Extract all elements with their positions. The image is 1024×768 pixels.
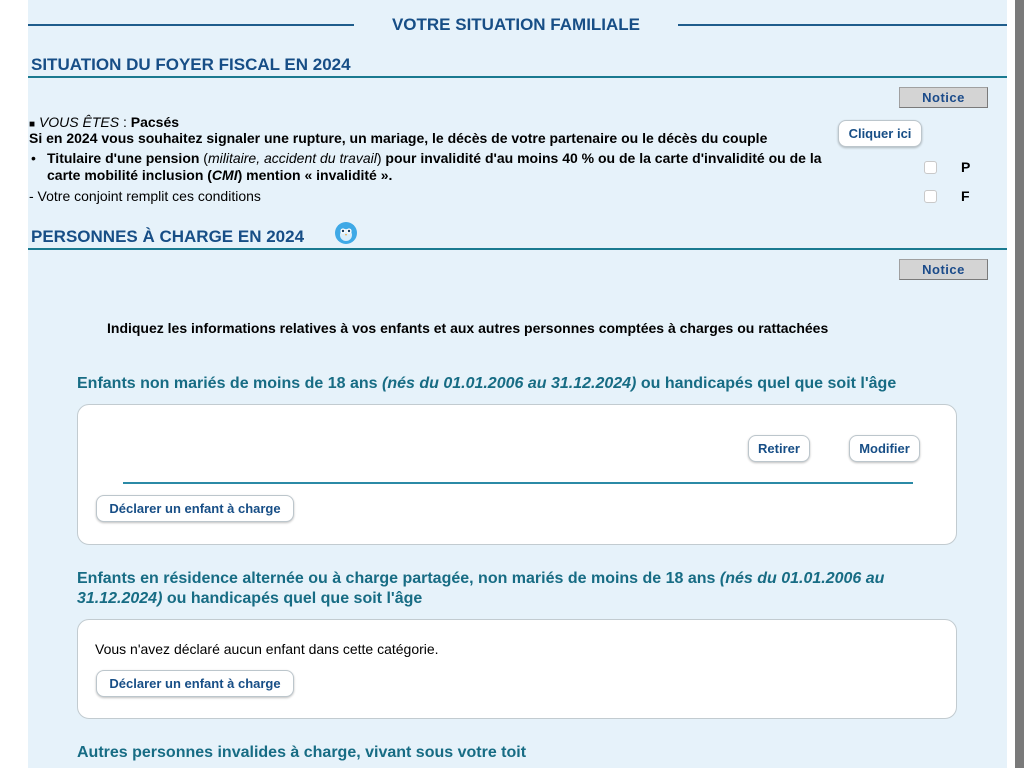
retirer-button[interactable]: Retirer bbox=[748, 435, 810, 462]
declarer-enfant-button-2[interactable]: Déclarer un enfant à charge bbox=[96, 670, 294, 697]
title-divider-left bbox=[28, 24, 354, 26]
pension-text-g: CMI bbox=[211, 167, 238, 183]
section-personnes-charge-header bbox=[28, 228, 1007, 250]
pension-text-b: ( bbox=[199, 150, 208, 166]
cat2-title bbox=[77, 569, 957, 609]
cat3-title: Autres personnes invalides à charge, vivant sous votre toit bbox=[77, 744, 527, 761]
notice-button-foyer[interactable]: Notice bbox=[899, 87, 988, 108]
cat1-card bbox=[77, 404, 957, 545]
checkbox-invalidite-f[interactable] bbox=[924, 190, 937, 203]
page-title: VOTRE SITUATION FAMILIALE bbox=[391, 15, 641, 34]
cat1-title-dates: (nés du 01.01.2006 au 31.12.2024) bbox=[381, 375, 637, 392]
pension-text-h: ) mention « invalidité ». bbox=[237, 167, 393, 183]
cat1-title bbox=[77, 374, 896, 394]
cat1-title-c: ou handicapés quel que soit l'âge bbox=[636, 375, 897, 392]
pension-text-f: carte mobilité inclusion ( bbox=[47, 167, 212, 183]
rupture-text: Si en 2024 vous souhaitez signaler une rupture, un mariage, le décès de votre partenaire ou le décès du couple bbox=[29, 130, 768, 146]
pension-text-a: Titulaire d'une pension bbox=[47, 150, 200, 166]
cat1-title-a: Enfants non mariés de moins de 18 ans bbox=[77, 375, 382, 392]
section-foyer-fiscal-title: SITUATION DU FOYER FISCAL EN 2024 bbox=[31, 55, 351, 74]
vous-etes-separator: : bbox=[119, 114, 131, 130]
cat2-title-dates-end: 31.12.2024) bbox=[77, 590, 163, 607]
cliquer-ici-button[interactable]: Cliquer ici bbox=[838, 120, 922, 147]
cat2-title-a: Enfants en résidence alternée ou à charge partagée, non mariés de moins de 18 ans bbox=[77, 570, 720, 587]
cat2-title-dates: (nés du 01.01.2006 au bbox=[719, 570, 885, 587]
declarer-enfant-button-1[interactable]: Déclarer un enfant à charge bbox=[96, 495, 294, 522]
section-personnes-charge-title: PERSONNES À CHARGE EN 2024 bbox=[31, 227, 305, 246]
pension-text-d: ) bbox=[376, 150, 386, 166]
notice-button-personnes[interactable]: Notice bbox=[899, 259, 988, 280]
cat2-title-line2 bbox=[77, 589, 957, 609]
modifier-button[interactable]: Modifier bbox=[849, 435, 920, 462]
pension-bullet-icon: • bbox=[31, 150, 36, 166]
checkbox-p-label: P bbox=[961, 159, 971, 175]
checkbox-invalidite-p[interactable] bbox=[924, 161, 937, 174]
page-content bbox=[28, 0, 1007, 768]
checkbox-f-label: F bbox=[961, 188, 970, 204]
pension-text-e: pour invalidité d'au moins 40 % ou de la carte d'invalidité ou de la bbox=[385, 150, 822, 166]
cat2-card bbox=[77, 619, 957, 719]
cat1-divider bbox=[123, 482, 913, 484]
owl-help-icon[interactable] bbox=[334, 221, 358, 245]
title-divider-right bbox=[678, 24, 1007, 26]
cat2-title-d: ou handicapés quel que soit l'âge bbox=[162, 590, 423, 607]
conjoint-text: - Votre conjoint remplit ces conditions bbox=[29, 188, 261, 204]
scrollbar-gap bbox=[1007, 0, 1015, 768]
pension-text-c: militaire, accident du travail bbox=[207, 150, 377, 166]
vous-etes-value: Pacsés bbox=[130, 114, 180, 130]
cat2-empty-text: Vous n'avez déclaré aucun enfant dans cette catégorie. bbox=[95, 641, 439, 657]
section-foyer-fiscal-header bbox=[28, 56, 1007, 78]
pension-line-2 bbox=[47, 167, 392, 183]
main-title-row bbox=[28, 10, 1007, 40]
personnes-intro: Indiquez les informations relatives à vos enfants et aux autres personnes comptées à charges ou rattachées bbox=[107, 320, 829, 336]
cat2-title-line1 bbox=[77, 569, 957, 589]
scrollbar[interactable] bbox=[1015, 0, 1024, 768]
square-bullet-icon: ■ bbox=[29, 119, 36, 130]
vous-etes-label: VOUS ÊTES bbox=[38, 114, 120, 130]
pension-line-1 bbox=[47, 150, 822, 166]
